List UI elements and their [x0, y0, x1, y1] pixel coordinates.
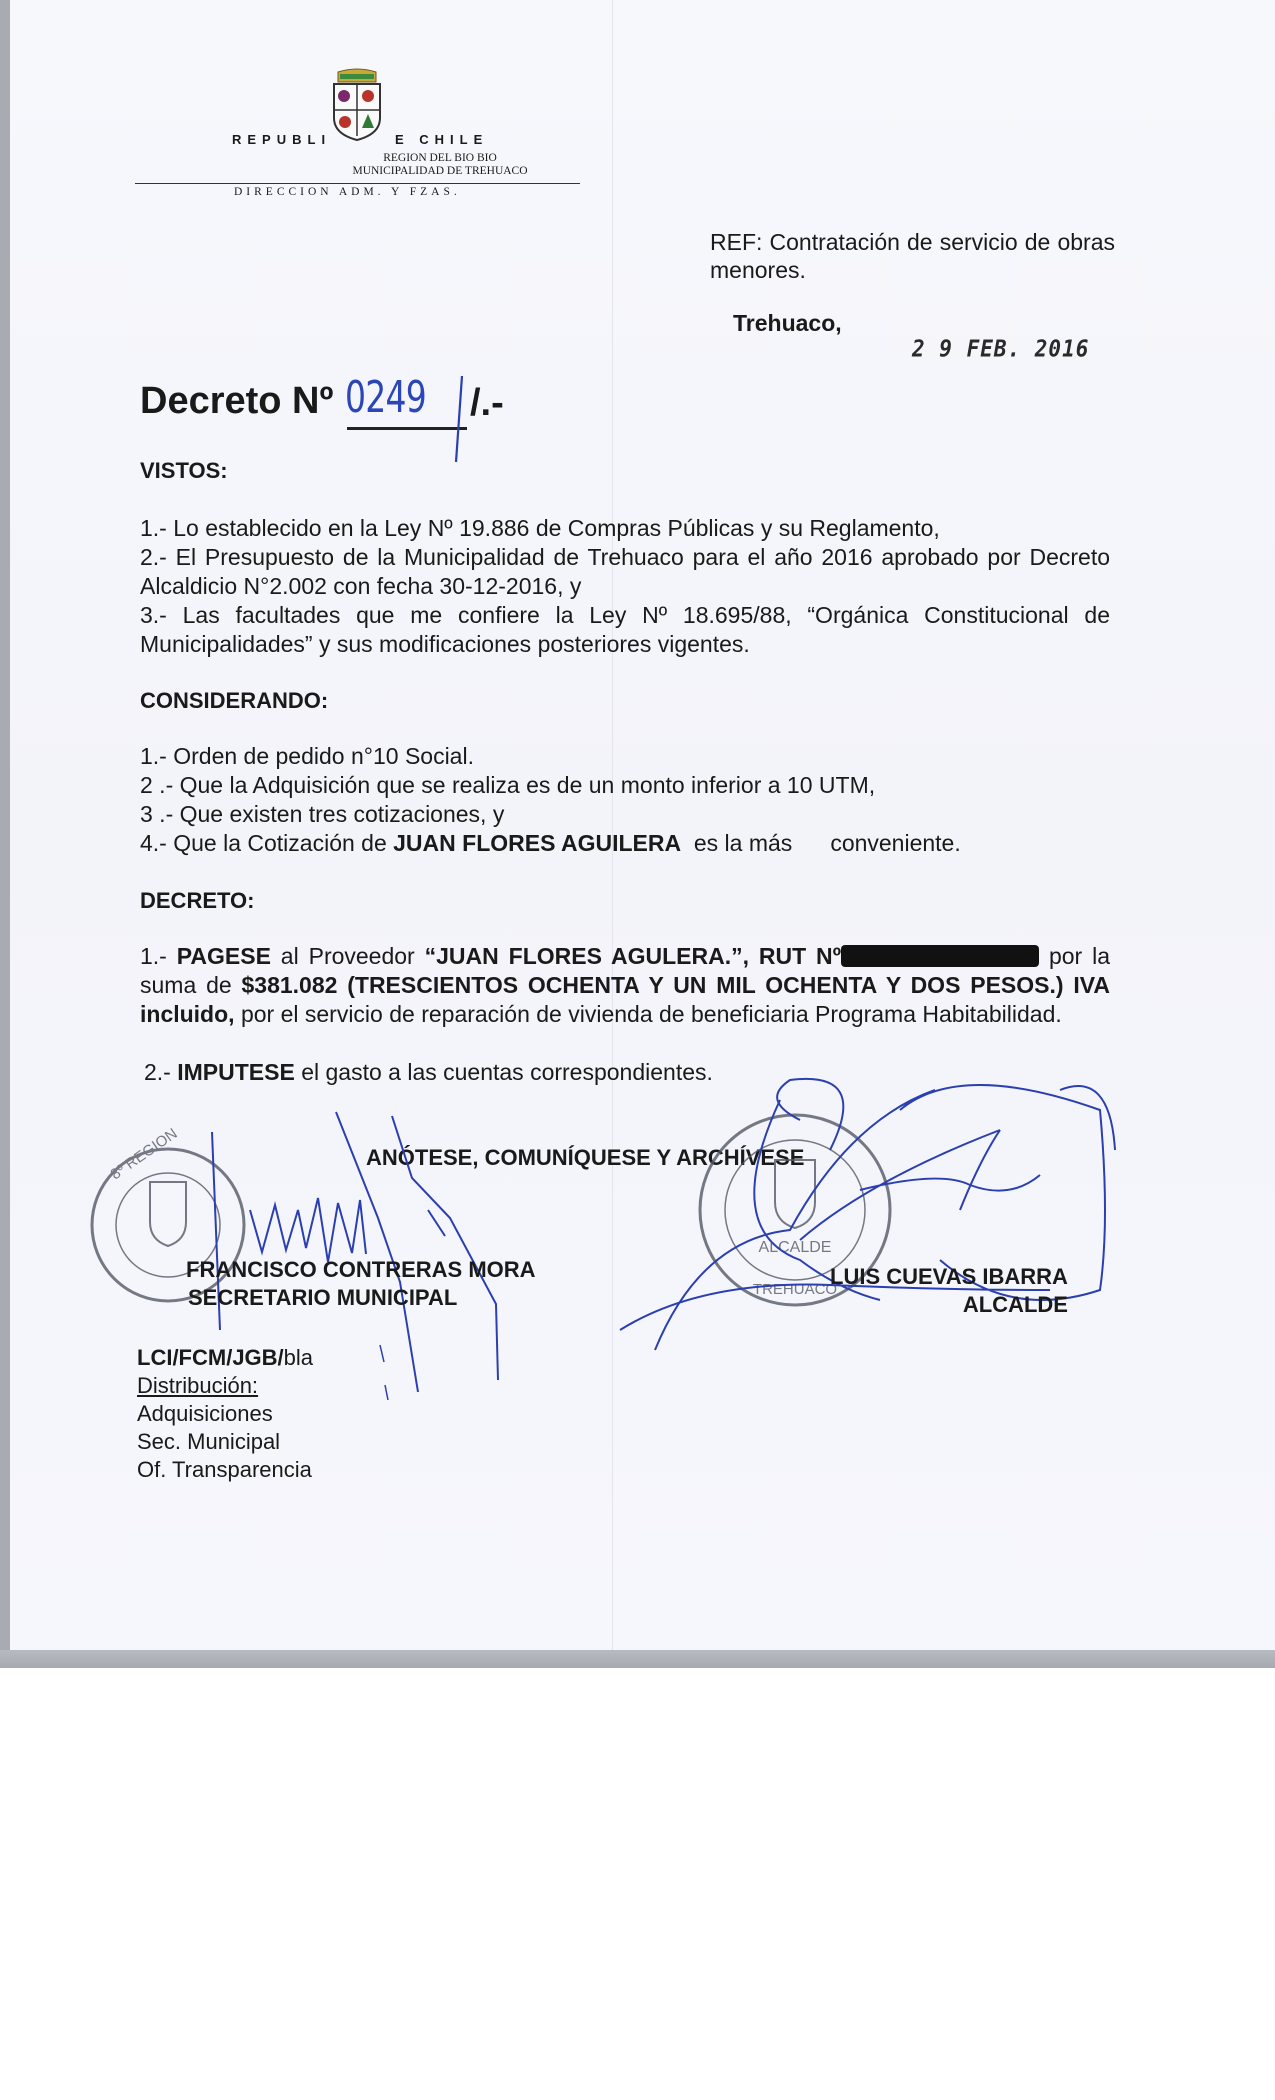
- item-text: es la más: [681, 830, 793, 856]
- secretary-title: SECRETARIO MUNICIPAL: [188, 1285, 458, 1310]
- supplier-rut-label: “JUAN FLORES AGULERA.”, RUT Nº: [424, 943, 842, 969]
- municipality-name: MUNICIPALIDAD DE TREHUACO: [352, 165, 528, 177]
- letterhead-direction: DIRECCION ADM. Y FZAS.: [234, 186, 461, 198]
- vistos-item: 1.- Lo establecido en la Ley Nº 19.886 de Compras Públicas y su Reglamento,: [140, 515, 940, 541]
- secretary-name: FRANCISCO CONTRERAS MORA: [186, 1257, 536, 1282]
- mayor-name: LUIS CUEVAS IBARRA: [830, 1264, 1068, 1289]
- vistos-heading: VISTOS:: [140, 458, 228, 483]
- vistos-list: [140, 514, 1110, 659]
- closing-formula: ANÓTESE, COMUNÍQUESE Y ARCHÍVESE: [366, 1145, 805, 1170]
- item-text: el gasto a las cuentas correspondientes.: [294, 1059, 713, 1085]
- considerando-item: 1.- Orden de pedido n°10 Social.: [140, 743, 474, 769]
- item-text: por la suma de: [140, 943, 1110, 998]
- item-text: por el servicio de reparación de vivienda de beneficiaria Programa Habitabilidad.: [234, 1001, 1062, 1027]
- considerando-list: [140, 742, 1110, 858]
- distribution-label: Distribución:: [137, 1373, 259, 1398]
- seal-bottom-text: TREHUACO: [752, 1281, 838, 1298]
- reference-text: REF: Contratación de servicio de obras menores.: [710, 229, 1115, 283]
- supplier-name: JUAN FLORES AGUILERA: [393, 830, 682, 856]
- date-stamp: 2 9 FEB. 2016: [912, 335, 1090, 363]
- vistos-item: 2.- El Presupuesto de la Municipalidad de Trehuaco para el año 2016 aprobado por Decreto Alcaldicio N°2.002 con fecha 30-12-2016, y: [140, 544, 1110, 599]
- decree-suffix: /.-: [470, 382, 504, 424]
- decree-number-handwritten: 0249: [345, 372, 426, 423]
- considerando-item: 2 .- Que la Adquisición que se realiza es de un monto inferior a 10 UTM,: [140, 772, 876, 798]
- municipal-crest-icon: [328, 68, 386, 142]
- seal-center-text: ALCALDE: [758, 1239, 832, 1256]
- considerando-heading: CONSIDERANDO:: [140, 688, 329, 713]
- imputese-label: IMPUTESE: [177, 1059, 295, 1085]
- letterhead-republic-left: REPUBLI: [232, 132, 332, 147]
- letterhead-rule: [135, 183, 580, 184]
- item-number: 1.-: [140, 943, 177, 969]
- item-text: 4.- Que la Cotización de: [140, 830, 394, 856]
- scan-border-bottom: [0, 1650, 1275, 1668]
- amount-text: $381.082 (TRESCIENTOS OCHENTA Y UN MIL OCHENTA Y DOS PESOS.) IVA incluido,: [140, 972, 1110, 1027]
- scan-border-left: [0, 0, 10, 1668]
- region-name: REGION DEL BIO BIO: [383, 152, 497, 164]
- considerando-item: [140, 829, 1110, 858]
- decree-title: Decreto Nº: [140, 380, 334, 422]
- vistos-item: 3.- Las facultades que me confiere la Ley Nº 18.695/88, “Orgánica Constitucional de Municipalidades” y sus modificaciones posteriores vigentes.: [140, 602, 1110, 657]
- decreto-heading: DECRETO:: [140, 888, 255, 913]
- letterhead-region: [140, 152, 740, 178]
- letterhead-republic-right: E CHILE: [395, 132, 489, 147]
- initials-typist: bla: [283, 1345, 314, 1370]
- seal-ring-text: 8º REGION: [107, 1125, 181, 1184]
- item-text: al Proveedor: [270, 943, 425, 969]
- place-label: Trehuaco,: [733, 310, 842, 336]
- distribution-item: Of. Transparencia: [137, 1457, 312, 1482]
- considerando-item: 3 .- Que existen tres cotizaciones, y: [140, 801, 505, 827]
- mayor-signature-block: [830, 1263, 1068, 1319]
- initials-bold: LCI/FCM/JGB/: [137, 1345, 284, 1370]
- decreto-paragraph-1: [140, 942, 1110, 1029]
- decreto-paragraph-2: [144, 1058, 1114, 1087]
- footer-distribution: [137, 1344, 313, 1484]
- distribution-item: Sec. Municipal: [137, 1429, 281, 1454]
- item-text: conveniente.: [830, 830, 961, 856]
- mayor-title: ALCALDE: [962, 1292, 1068, 1317]
- pagese-label: PAGESE: [176, 943, 271, 969]
- secretary-signature-block: [186, 1256, 536, 1312]
- reference-initials: [137, 1344, 313, 1372]
- redacted-rut: [841, 945, 1039, 967]
- distribution-item: Adquisiciones: [137, 1401, 273, 1426]
- item-number: 2.-: [144, 1059, 178, 1085]
- decree-number-underline: [347, 427, 467, 430]
